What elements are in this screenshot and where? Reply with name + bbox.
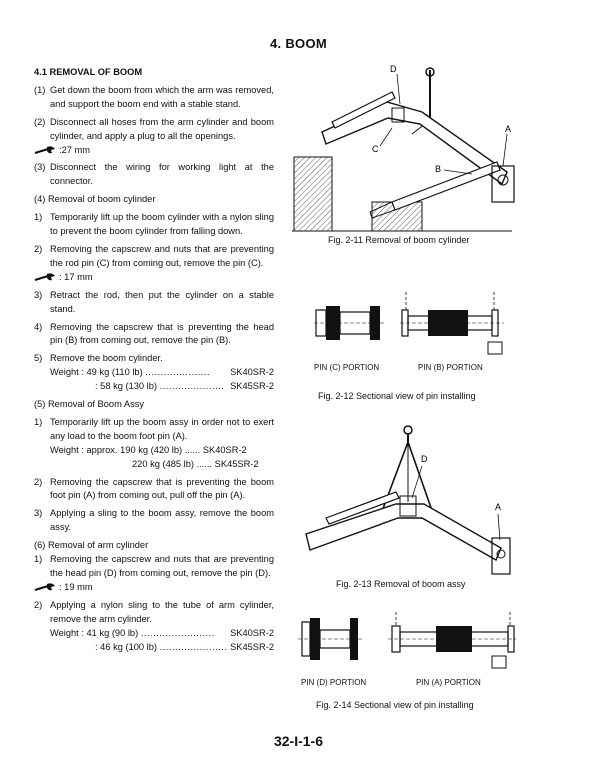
step-4-2 bbox=[34, 243, 274, 271]
model-name: SK40SR-2 bbox=[230, 627, 274, 638]
step-text: Temporarily lift up the boom cylinder with a nylon sling to prevent the boom cylinder from falling down. bbox=[50, 212, 274, 237]
step-5-1 bbox=[34, 416, 274, 444]
weight-row bbox=[50, 627, 274, 641]
section-title: 4.1 REMOVAL OF BOOM bbox=[34, 67, 143, 77]
tool-size: : 19 mm bbox=[59, 581, 93, 592]
step-text: Remove the boom cylinder. bbox=[50, 353, 163, 364]
step-number: 3) bbox=[34, 289, 43, 300]
tool-size: : 17 mm bbox=[59, 271, 93, 282]
step-number: 3) bbox=[34, 508, 43, 519]
model-name: SK45SR-2 bbox=[230, 381, 274, 392]
portion-label: PIN (A) PORTION bbox=[416, 678, 481, 687]
weight-row: Weight : approx. 190 kg (420 lb) ...... SK40SR-2 bbox=[50, 444, 247, 455]
step-text: Removing the capscrew and nuts that are preventing the rod pin (C) from coming out, remove the pin (C). bbox=[50, 243, 274, 268]
step-3 bbox=[34, 161, 274, 189]
page-title: 4. BOOM bbox=[270, 36, 327, 51]
tool-spec bbox=[34, 271, 274, 285]
tool-spec bbox=[34, 581, 274, 595]
step-text: Temporarily lift up the boom assy in order not to exert any load to the boom foot pin (A). bbox=[50, 416, 274, 441]
weight-row bbox=[95, 380, 274, 394]
step-text: Removing the capscrew and nuts that are preventing the head pin (D) from coming out, remove the pin (D). bbox=[50, 554, 274, 578]
step-number: 4) bbox=[34, 321, 43, 332]
step-text: Removing the capscrew that is preventing the head pin (B) from coming out, remove the pin (B). bbox=[50, 321, 274, 346]
label-d: D bbox=[421, 454, 428, 464]
step-number: 2) bbox=[34, 599, 43, 610]
model-name: SK45SR-2 bbox=[230, 641, 274, 652]
step-1 bbox=[34, 84, 274, 112]
tool-spec bbox=[34, 144, 274, 158]
subsection-title: (6) Removal of arm cylinder bbox=[34, 540, 149, 551]
label-b: B bbox=[435, 164, 442, 174]
step-4-5 bbox=[34, 352, 274, 366]
step-number: 1) bbox=[34, 416, 43, 427]
tool-size: :27 mm bbox=[59, 144, 90, 155]
page-number: 32-I-1-6 bbox=[273, 733, 324, 749]
step-number: (1) bbox=[34, 84, 46, 95]
step-2 bbox=[34, 116, 274, 144]
step-5-2 bbox=[34, 476, 274, 504]
step-4-4 bbox=[34, 321, 274, 349]
step-6-1 bbox=[34, 553, 274, 581]
step-text: Disconnect all hoses from the arm cylinder and boom cylinder, and apply a plug to all the openings. bbox=[50, 116, 274, 141]
weight-label: Weight : 49 kg (110 lb) bbox=[50, 367, 143, 378]
step-number: (2) bbox=[34, 116, 46, 127]
label-d: D bbox=[390, 64, 397, 74]
step-text: Disconnect the wiring for working light at the connector. bbox=[50, 162, 274, 187]
wrench-icon bbox=[34, 146, 56, 155]
weight-dots: ........................ bbox=[140, 627, 215, 638]
pin-c-b-section-diagram bbox=[310, 288, 510, 360]
step-text: Applying a sling to the boom assy, remove the boom assy. bbox=[50, 508, 274, 533]
weight-dots: ...................... bbox=[159, 641, 228, 652]
weight-dots: ..................... bbox=[145, 367, 211, 378]
boom-cylinder-removal-diagram bbox=[292, 62, 524, 234]
model-name: SK40SR-2 bbox=[230, 367, 274, 378]
subsection-title: (5) Removal of Boom Assy bbox=[34, 399, 145, 410]
label-a: A bbox=[505, 124, 512, 134]
figure-caption: Fig. 2-13 Removal of boom assy bbox=[336, 579, 466, 589]
wrench-icon bbox=[34, 583, 56, 592]
portion-label: PIN (C) PORTION bbox=[314, 363, 380, 372]
step-4-1 bbox=[34, 211, 274, 239]
step-text: Retract the rod, then put the cylinder on a stable stand. bbox=[50, 289, 274, 314]
step-text: Get down the boom from which the arm was removed, and support the boom end with a stable stand. bbox=[50, 84, 274, 109]
weight-label: : 46 kg (100 lb) bbox=[95, 641, 158, 652]
step-5-3 bbox=[34, 507, 274, 535]
step-number: 2) bbox=[34, 243, 43, 254]
step-text: Removing the capscrew that is preventing the boom foot pin (A) from coming out, pull off the pin (A). bbox=[50, 476, 274, 501]
wrench-icon bbox=[34, 273, 56, 282]
weight-label: Weight : 41 kg (90 lb) bbox=[50, 627, 139, 638]
weight-label: : 58 kg (130 lb) bbox=[95, 381, 158, 392]
weight-row: 220 kg (485 lb) ...... SK45SR-2 bbox=[132, 458, 259, 469]
subsection-title: (4) Removal of boom cylinder bbox=[34, 194, 156, 205]
step-number: 2) bbox=[34, 476, 43, 487]
boom-assy-removal-diagram bbox=[296, 422, 524, 578]
portion-label: PIN (B) PORTION bbox=[418, 363, 483, 372]
step-number: 5) bbox=[34, 353, 43, 364]
figure-caption: Fig. 2-11 Removal of boom cylinder bbox=[328, 235, 470, 245]
step-text: Applying a nylon sling to the tube of arm cylinder, remove the arm cylinder. bbox=[50, 599, 274, 624]
pin-d-a-section-diagram bbox=[296, 608, 518, 676]
figure-caption: Fig. 2-12 Sectional view of pin installing bbox=[318, 391, 476, 401]
step-number: 1) bbox=[34, 212, 43, 223]
portion-label: PIN (D) PORTION bbox=[301, 678, 367, 687]
step-number: 1) bbox=[34, 554, 43, 565]
label-a: A bbox=[495, 502, 502, 512]
label-c: C bbox=[372, 144, 379, 154]
instruction-column bbox=[34, 66, 274, 654]
step-6-2 bbox=[34, 599, 274, 627]
weight-row bbox=[50, 366, 274, 380]
step-4-3 bbox=[34, 289, 274, 317]
figure-caption: Fig. 2-14 Sectional view of pin installing bbox=[316, 700, 474, 710]
weight-dots: ..................... bbox=[159, 381, 225, 392]
step-number: (3) bbox=[34, 162, 46, 173]
weight-row bbox=[95, 641, 274, 655]
